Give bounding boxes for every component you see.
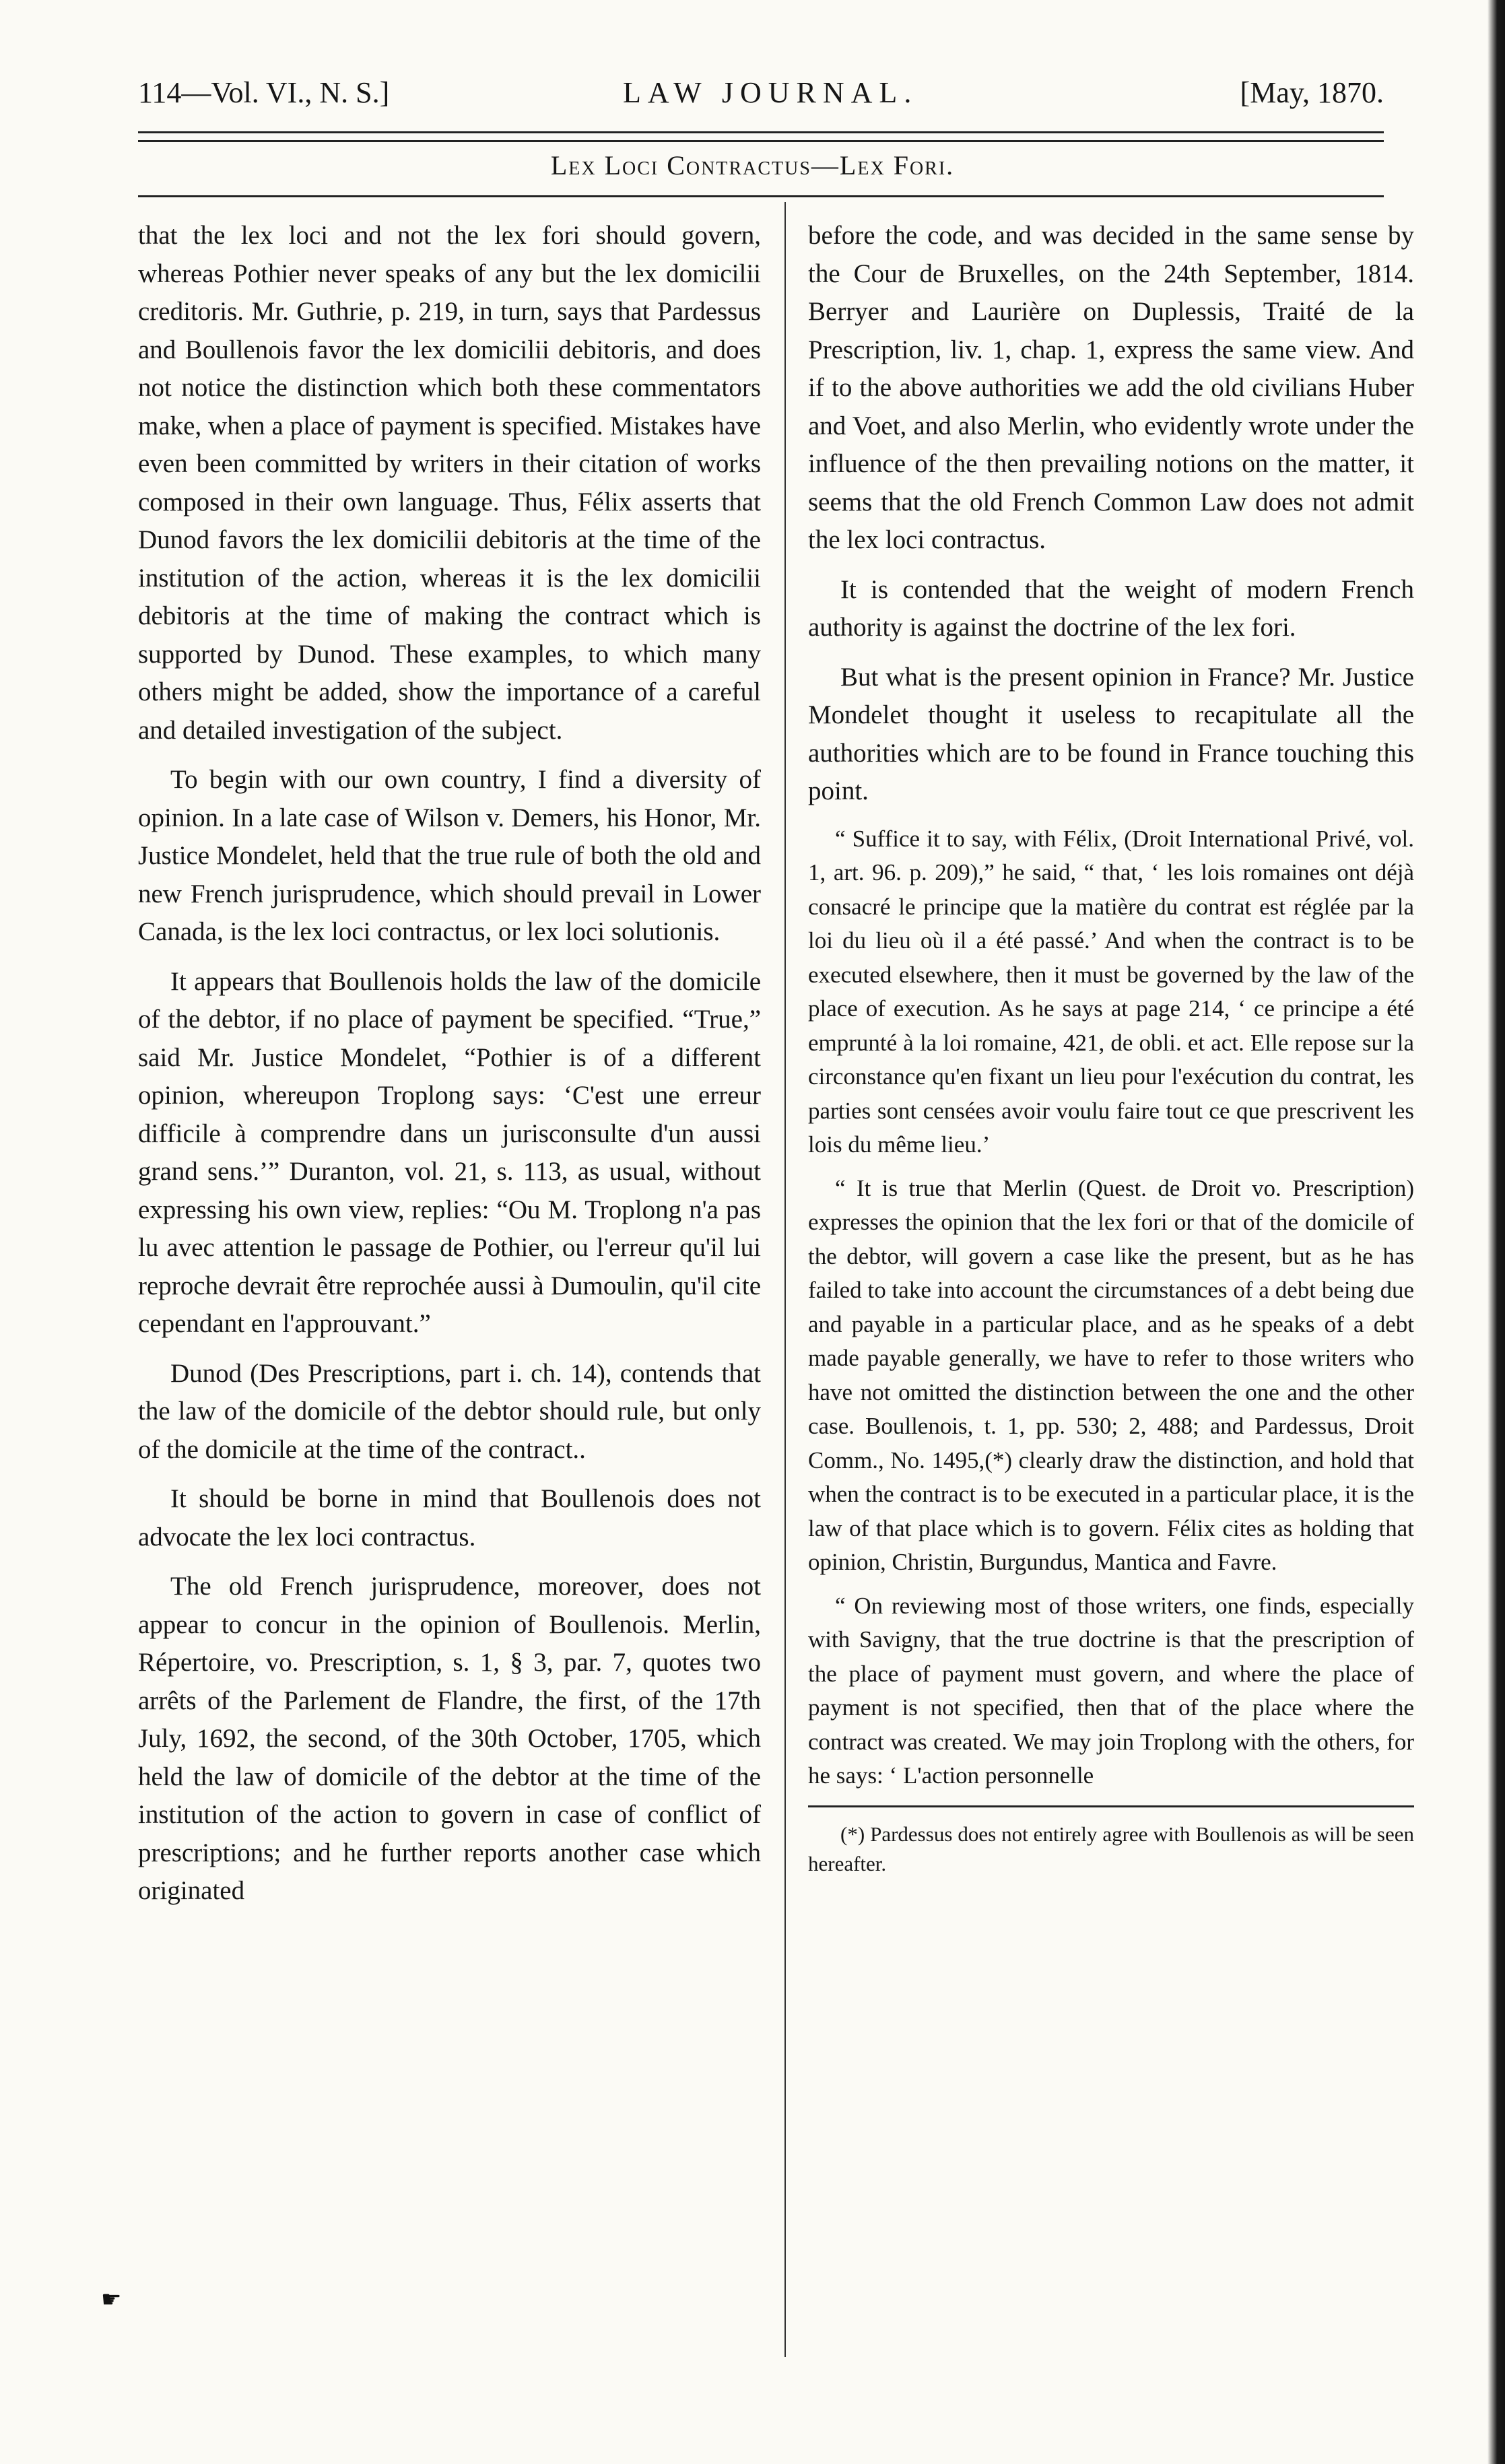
header-double-rule xyxy=(138,131,1384,142)
paragraph: that the lex loci and not the lex fori should govern, whereas Pothier never speaks of any but the lex domicilii creditoris. Mr. Guthrie, p. 219, in turn, says that Pardessus and Boullenois favor the lex domicilii debitoris, and does not notice the distinction which both these commentators make, when a place of payment is specified. Mistakes have even been committed by writers in their citation of works composed in their own language. Thus, Félix asserts that Dunod favors the lex domicilii debitoris at the time of the institution of the action, whereas it is the lex domicilii debitoris at the time of making the contract which is supported by Dunod. These examples, to which many others might be added, show the importance of a careful and detailed investigation of the subject. xyxy=(138,221,761,745)
column-divider xyxy=(784,202,786,2357)
paragraph: But what is the present opinion in France? Mr. Justice Mondelet thought it useless to recapitulate all the authorities which are to be found in France touching this point. xyxy=(808,662,1414,805)
paragraph: It is contended that the weight of modern French authority is against the doctrine of the lex fori. xyxy=(808,574,1414,642)
section-title: Lex Loci Contractus—Lex Fori. xyxy=(550,150,955,180)
left-column xyxy=(138,217,761,2358)
section-rule xyxy=(138,195,1384,197)
paragraph: It should be borne in mind that Boullenois does not advocate the lex loci contractus. xyxy=(138,1484,761,1552)
paragraph: The old French jurisprudence, moreover, does not appear to concur in the opinion of Boullenois. Merlin, Répertoire, vo. Prescription, s. 1, § 3, par. 7, quotes two arrêts of the Parlement de Flandre, the first, of the 17th July, 1692, the second, of the 30th October, 1705, which held the law of domicile of the debtor at the time of the institution of the action to govern in case of conflict of prescriptions; and he further reports another case which originated xyxy=(138,1572,761,1905)
header-volume: 114—Vol. VI., N. S.] xyxy=(138,76,390,109)
paragraph: before the code, and was decided in the same sense by the Cour de Bruxelles, on the 24th September, 1814. Berryer and Laurière on Duplessis, Traité de la Prescription, liv. 1, chap. 1, express the same view. And if to the above authorities we add the old civilians Huber and Voet, and also Merlin, who evidently wrote under the influence of the then prevailing notions on the matter, it seems that the old French Common Law does not admit the lex loci contractus. xyxy=(808,221,1414,554)
header-date: [May, 1870. xyxy=(1240,76,1384,109)
page-edge-shadow xyxy=(1487,0,1505,2464)
footnote: (*) Pardessus does not entirely agree with Boullenois as will be seen hereafter. xyxy=(808,1822,1414,1875)
footnote-rule xyxy=(808,1805,1414,1807)
paragraph: Dunod (Des Prescriptions, part i. ch. 14), contends that the law of the domicile of the debtor should rule, but only of the domicile at the time of the contract.. xyxy=(138,1358,761,1464)
paragraph: It appears that Boullenois holds the law of the domicile of the debtor, if no place of payment be specified. “True,” said Mr. Justice Mondelet, “Pothier is of a different opinion, whereupon Troplong says: ‘C'est une erreur difficile à comprendre dans un jurisconsulte d'un aussi grand sens.’” Duranton, vol. 21, s. 113, as usual, without expressing his own view, replies: “Ou M. Troplong n'a pas lu avec attention le passage de Pothier, ou l'erreur qu'il lui reproche devrait être reprochée aussi à Dumoulin, qu'il cite cependant en l'approuvant.” xyxy=(138,966,761,1338)
paragraph: To begin with our own country, I find a diversity of opinion. In a late case of Wilson v. Demers, his Honor, Mr. Justice Mondelet, held that the true rule of both the old and new French jurisprudence, which should prevail in Lower Canada, is the lex loci contractus, or lex loci solutionis. xyxy=(138,765,761,946)
right-column xyxy=(808,217,1414,2358)
quoted-paragraph: “ Suffice it to say, with Félix, (Droit International Privé, vol. 1, art. 96. p. 209),” he said, “ that, ‘ les lois romaines ont déjà consacré le principe que la matière du contrat est réglée par la loi du lieu où il a été passé.’ And when the contract is to be executed elsewhere, then it must be governed by the law of the place of execution. As he says at page 214, ‘ ce principe a été emprunté à la loi romaine, 421, de obli. et act. Elle repose sur la circonstance qu'en fixant un lieu pour l'exécution du contrat, les parties sont censées avoir voulu faire tout ce que prescrivent les lois du même lieu.’ xyxy=(808,825,1414,1158)
pointing-hand-icon: ☛ xyxy=(101,2288,122,2312)
quoted-paragraph: “ On reviewing most of those writers, one finds, especially with Savigny, that the true doctrine is that the prescription of the place of payment must govern, and where the place of payment is not specified, then that of the place where the contract was created. We may join Troplong with the others, for he says: ‘ L'action personnelle xyxy=(808,1592,1414,1789)
running-head xyxy=(138,75,1384,123)
quoted-paragraph: “ It is true that Merlin (Quest. de Droit vo. Prescription) expresses the opinion that the lex fori or that of the domicile of the debtor, will govern a case like the present, but as he has failed to take into account the circumstances of a debt being due and payable in a particular place, and as he speaks of a debt made payable generally, we have to refer to those writers who have not omitted the distinction between the one and the other case. Boullenois, t. 1, pp. 530; 2, 488; and Pardessus, Droit Comm., No. 1495,(*) clearly draw the distinction, and hold that when the contract is to be executed in a particular place, it is the law of that place which is to govern. Félix cites as holding that opinion, Christin, Burgundus, Mantica and Favre. xyxy=(808,1174,1414,1575)
header-journal-title: LAW JOURNAL. xyxy=(623,76,918,109)
